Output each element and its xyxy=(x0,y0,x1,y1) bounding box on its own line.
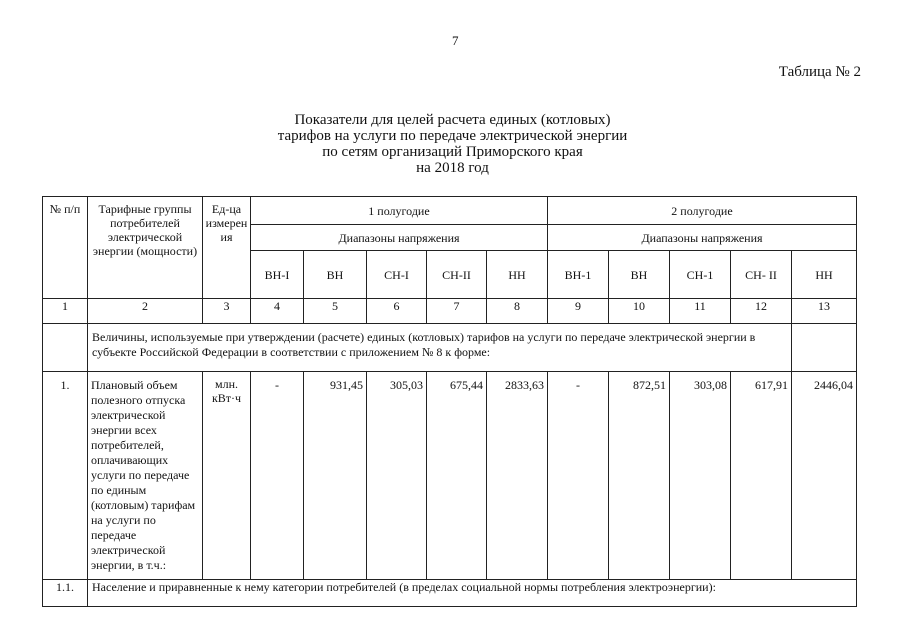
title-line-4: на 2018 год xyxy=(416,160,489,176)
header-half-1: 1 полугодие xyxy=(251,197,548,225)
header-level: НН xyxy=(487,251,548,299)
title-line-1: Показатели для целей расчета единых (котловых) xyxy=(294,112,611,128)
column-number: 1 xyxy=(43,299,88,324)
header-col-groups: Тарифные группы потребителей электрической энергии (мощности) xyxy=(88,197,203,299)
empty-cell xyxy=(43,324,88,372)
value-cell: 2833,63 xyxy=(487,372,548,580)
header-col-num: № п/п xyxy=(43,197,88,299)
column-number: 2 xyxy=(88,299,203,324)
value-cell: 2446,04 xyxy=(792,372,857,580)
row-description: Плановый объем полезного отпуска электрической энергии всех потребителей, оплачивающих услуги по передаче по единым (котловым) тарифам на услуги по передаче электрической энергии, в т.ч.: xyxy=(88,372,203,580)
row-index: 1.1. xyxy=(43,580,88,607)
header-level: ВН xyxy=(304,251,367,299)
table-row xyxy=(43,580,857,607)
row-index: 1. xyxy=(43,372,88,580)
column-number: 8 xyxy=(487,299,548,324)
value-cell: - xyxy=(548,372,609,580)
header-col-unit: Ед-ца измерен ия xyxy=(203,197,251,299)
column-number: 13 xyxy=(792,299,857,324)
section-text: Величины, используемые при утверждении (расчете) единых (котловых) тарифов на услуги по передаче электрической энергии в субъекте Российской Федерации в соответствии с приложением № 8 к форме: xyxy=(88,324,792,372)
column-number: 6 xyxy=(367,299,427,324)
header-level: СН-1 xyxy=(670,251,731,299)
column-number: 5 xyxy=(304,299,367,324)
title-line-2: тарифов на услуги по передаче электрической энергии xyxy=(277,128,628,144)
value-cell: 617,91 xyxy=(731,372,792,580)
title-line-3: по сетям организаций Приморского края xyxy=(322,144,583,160)
header-level: НН xyxy=(792,251,857,299)
header-level: СН-I xyxy=(367,251,427,299)
document-title xyxy=(0,112,905,176)
header-ranges-2: Диапазоны напряжения xyxy=(548,225,857,251)
column-number: 9 xyxy=(548,299,609,324)
column-number: 7 xyxy=(427,299,487,324)
column-number-row xyxy=(43,299,857,324)
header-level: СН-II xyxy=(427,251,487,299)
header-level: ВН-1 xyxy=(548,251,609,299)
tariff-table xyxy=(42,196,857,607)
header-half-2: 2 полугодие xyxy=(548,197,857,225)
header-level: ВН xyxy=(609,251,670,299)
value-cell: - xyxy=(251,372,304,580)
column-number: 4 xyxy=(251,299,304,324)
table-caption: Таблица № 2 xyxy=(778,64,861,80)
column-number: 11 xyxy=(670,299,731,324)
value-cell: 305,03 xyxy=(367,372,427,580)
row-description: Население и приравненные к нему категории потребителей (в пределах социальной нормы потребления электроэнергии): xyxy=(88,580,857,607)
empty-cell xyxy=(792,324,857,372)
value-cell: 872,51 xyxy=(609,372,670,580)
header-ranges-1: Диапазоны напряжения xyxy=(251,225,548,251)
column-number: 12 xyxy=(731,299,792,324)
page-number: 7 xyxy=(452,33,459,48)
column-number: 3 xyxy=(203,299,251,324)
column-number: 10 xyxy=(609,299,670,324)
value-cell: 303,08 xyxy=(670,372,731,580)
header-level: ВН-I xyxy=(251,251,304,299)
table-row xyxy=(43,372,857,580)
value-cell: 931,45 xyxy=(304,372,367,580)
value-cell: 675,44 xyxy=(427,372,487,580)
row-unit: млн. кВт·ч xyxy=(203,372,251,580)
header-level: СН- II xyxy=(731,251,792,299)
section-row xyxy=(43,324,857,372)
